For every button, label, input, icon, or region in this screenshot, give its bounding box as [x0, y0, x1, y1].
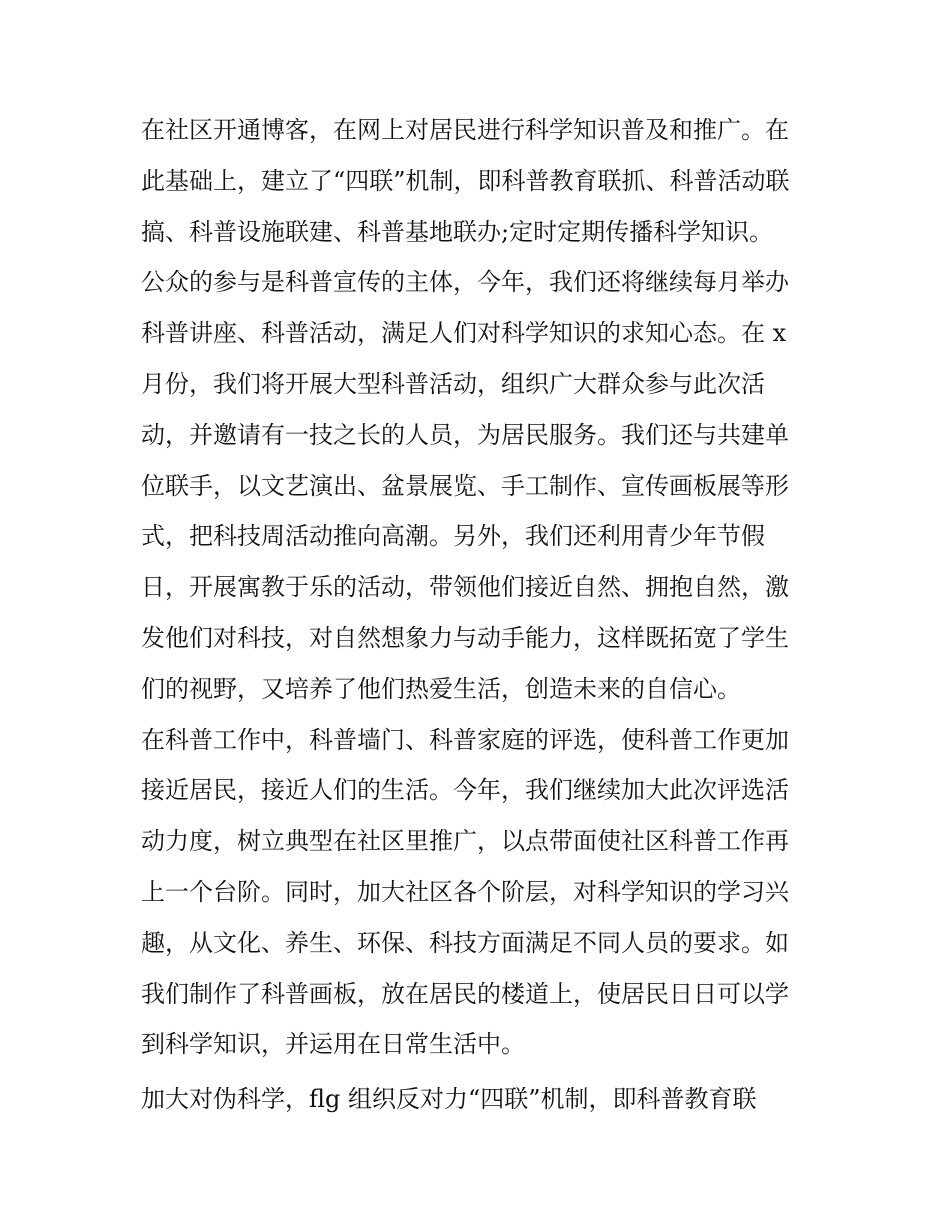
text-line: 位联手，以文艺演出、盆景展览、手工制作、宣传画板展等形: [141, 471, 789, 500]
text-line: 动力度，树立典型在社区里推广，以点带面使社区科普工作再: [141, 827, 789, 856]
text-line: 在社区开通博客，在网上对居民进行科学知识普及和推广。在: [141, 116, 789, 144]
paragraph-2: [141, 257, 821, 714]
text-line: 接近居民，接近人们的生活。今年，我们继续加大此次评选活: [141, 776, 789, 805]
text-line: 们的视野，又培养了他们热爱生活，创造未来的自信心。: [141, 674, 741, 703]
text-line: 科普讲座、科普活动，满足人们对科学知识的求知心态。在 x: [141, 319, 787, 348]
paragraph-1: [141, 105, 821, 257]
text-line: 搞、科普设施联建、科普基地联办;定时定期传播科学知识。: [141, 217, 774, 246]
text-line: 我们制作了科普画板，放在居民的楼道上，使居民日日可以学: [141, 979, 789, 1008]
paragraph-4: [141, 1074, 821, 1125]
text-line: 日，开展寓教于乐的活动，带领他们接近自然、拥抱自然，激: [141, 573, 789, 602]
text-line: 加大对伪科学，flg 组织反对力“四联”机制，即科普教育联: [141, 1085, 757, 1114]
paragraph-3: [141, 715, 821, 1071]
text-line: 此基础上，建立了“四联”机制，即科普教育联抓、科普活动联: [141, 166, 790, 195]
text-line: 在科普工作中，科普墙门、科普家庭的评选，使科普工作更加: [141, 725, 789, 754]
text-line: 发他们对科技，对自然想象力与动手能力，这样既拓宽了学生: [141, 623, 789, 652]
text-line: 趣，从文化、养生、环保、科技方面满足不同人员的要求。如: [141, 928, 789, 957]
text-line: 公众的参与是科普宣传的主体，今年，我们还将继续每月举办: [141, 268, 789, 297]
text-line: 上一个台阶。同时，加大社区各个阶层，对科学知识的学习兴: [141, 877, 789, 906]
text-line: 月份，我们将开展大型科普活动，组织广大群众参与此次活: [141, 369, 765, 398]
text-line: 动，并邀请有一技之长的人员，为居民服务。我们还与共建单: [141, 420, 789, 449]
document-body: [141, 105, 821, 1125]
text-line: 式，把科技周活动推向高潮。另外，我们还利用青少年节假: [141, 522, 765, 551]
text-line: 到科学知识，并运用在日常生活中。: [141, 1030, 525, 1059]
